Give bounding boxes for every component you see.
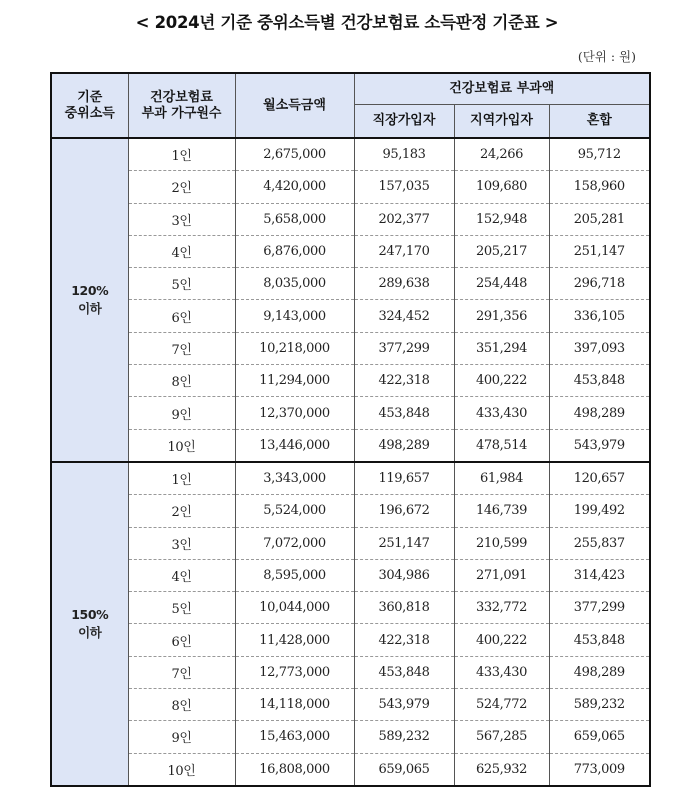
- group-label-line: 120%: [71, 282, 109, 298]
- monthly-income-cell: 14,118,000: [235, 689, 354, 721]
- group-label-line: 150%: [71, 606, 109, 622]
- household-size-cell: 10인: [128, 753, 235, 786]
- employee-premium-cell: 324,452: [354, 300, 454, 332]
- table-row: [51, 624, 650, 656]
- regional-premium-cell: 254,448: [454, 268, 549, 300]
- household-size-cell: 8인: [128, 689, 235, 721]
- monthly-income-cell: 5,524,000: [235, 495, 354, 527]
- monthly-income-cell: 9,143,000: [235, 300, 354, 332]
- table-row: [51, 689, 650, 721]
- monthly-income-cell: 15,463,000: [235, 721, 354, 753]
- table-row: [51, 429, 650, 462]
- table-row: [51, 753, 650, 786]
- regional-premium-cell: 61,984: [454, 462, 549, 495]
- page-title: < 2024년 기준 중위소득별 건강보험료 소득판정 기준표 >: [135, 13, 559, 32]
- employee-premium-cell: 422,318: [354, 624, 454, 656]
- header-median-income: [51, 73, 128, 138]
- mixed-premium-cell: 498,289: [549, 397, 650, 429]
- regional-premium-cell: 152,948: [454, 203, 549, 235]
- mixed-premium-cell: 158,960: [549, 171, 650, 203]
- table-row: [51, 527, 650, 559]
- employee-premium-cell: 157,035: [354, 171, 454, 203]
- mixed-premium-cell: 95,712: [549, 138, 650, 171]
- household-size-cell: 9인: [128, 397, 235, 429]
- table-row: [51, 235, 650, 267]
- group-label: [51, 462, 128, 786]
- employee-premium-cell: 543,979: [354, 689, 454, 721]
- monthly-income-cell: 11,294,000: [235, 365, 354, 397]
- header-household-size-line2: 부과 가구원수: [141, 105, 222, 121]
- monthly-income-cell: 11,428,000: [235, 624, 354, 656]
- household-size-cell: 1인: [128, 462, 235, 495]
- employee-premium-cell: 377,299: [354, 332, 454, 364]
- household-size-cell: 7인: [128, 656, 235, 688]
- household-size-cell: 7인: [128, 332, 235, 364]
- table-row: [51, 397, 650, 429]
- employee-premium-cell: 659,065: [354, 753, 454, 786]
- household-size-cell: 4인: [128, 559, 235, 591]
- table-row: [51, 332, 650, 364]
- employee-premium-cell: 422,318: [354, 365, 454, 397]
- monthly-income-cell: 7,072,000: [235, 527, 354, 559]
- mixed-premium-cell: 453,848: [549, 624, 650, 656]
- monthly-income-cell: 5,658,000: [235, 203, 354, 235]
- household-size-cell: 4인: [128, 235, 235, 267]
- mixed-premium-cell: 397,093: [549, 332, 650, 364]
- employee-premium-cell: 589,232: [354, 721, 454, 753]
- table-row: [51, 559, 650, 591]
- regional-premium-cell: 524,772: [454, 689, 549, 721]
- monthly-income-cell: 2,675,000: [235, 138, 354, 171]
- table-row: [51, 462, 650, 495]
- header-household-size: [128, 73, 235, 138]
- mixed-premium-cell: 659,065: [549, 721, 650, 753]
- mixed-premium-cell: 199,492: [549, 495, 650, 527]
- header-premium-group: 건강보험료 부과액: [354, 73, 650, 105]
- header-mixed: 혼합: [549, 105, 650, 139]
- household-size-cell: 3인: [128, 203, 235, 235]
- employee-premium-cell: 196,672: [354, 495, 454, 527]
- household-size-cell: 10인: [128, 429, 235, 462]
- household-size-cell: 1인: [128, 138, 235, 171]
- employee-premium-cell: 453,848: [354, 656, 454, 688]
- monthly-income-cell: 8,595,000: [235, 559, 354, 591]
- regional-premium-cell: 24,266: [454, 138, 549, 171]
- mixed-premium-cell: 314,423: [549, 559, 650, 591]
- table-row: [51, 592, 650, 624]
- household-size-cell: 2인: [128, 171, 235, 203]
- employee-premium-cell: 247,170: [354, 235, 454, 267]
- employee-premium-cell: 202,377: [354, 203, 454, 235]
- employee-premium-cell: 119,657: [354, 462, 454, 495]
- table-row: [51, 138, 650, 171]
- household-size-cell: 6인: [128, 300, 235, 332]
- regional-premium-cell: 567,285: [454, 721, 549, 753]
- employee-premium-cell: 289,638: [354, 268, 454, 300]
- employee-premium-cell: 453,848: [354, 397, 454, 429]
- mixed-premium-cell: 255,837: [549, 527, 650, 559]
- regional-premium-cell: 433,430: [454, 656, 549, 688]
- header-median-income-line1: 기준: [77, 89, 103, 105]
- household-size-cell: 3인: [128, 527, 235, 559]
- monthly-income-cell: 10,044,000: [235, 592, 354, 624]
- regional-premium-cell: 625,932: [454, 753, 549, 786]
- table-row: [51, 268, 650, 300]
- regional-premium-cell: 351,294: [454, 332, 549, 364]
- monthly-income-cell: 10,218,000: [235, 332, 354, 364]
- employee-premium-cell: 304,986: [354, 559, 454, 591]
- table-row: [51, 495, 650, 527]
- income-criteria-table: [50, 72, 651, 787]
- employee-premium-cell: 95,183: [354, 138, 454, 171]
- monthly-income-cell: 8,035,000: [235, 268, 354, 300]
- table-row: [51, 300, 650, 332]
- table-body: [51, 138, 650, 786]
- household-size-cell: 8인: [128, 365, 235, 397]
- regional-premium-cell: 400,222: [454, 365, 549, 397]
- mixed-premium-cell: 120,657: [549, 462, 650, 495]
- employee-premium-cell: 251,147: [354, 527, 454, 559]
- mixed-premium-cell: 251,147: [549, 235, 650, 267]
- mixed-premium-cell: 296,718: [549, 268, 650, 300]
- group-label-line: 이하: [78, 300, 102, 316]
- mixed-premium-cell: 589,232: [549, 689, 650, 721]
- regional-premium-cell: 332,772: [454, 592, 549, 624]
- employee-premium-cell: 360,818: [354, 592, 454, 624]
- employee-premium-cell: 498,289: [354, 429, 454, 462]
- monthly-income-cell: 12,370,000: [235, 397, 354, 429]
- table-row: [51, 721, 650, 753]
- header-employee: 직장가입자: [354, 105, 454, 139]
- table-row: [51, 365, 650, 397]
- regional-premium-cell: 109,680: [454, 171, 549, 203]
- regional-premium-cell: 205,217: [454, 235, 549, 267]
- group-label-line: 이하: [78, 624, 102, 640]
- regional-premium-cell: 291,356: [454, 300, 549, 332]
- mixed-premium-cell: 377,299: [549, 592, 650, 624]
- regional-premium-cell: 271,091: [454, 559, 549, 591]
- table-row: [51, 203, 650, 235]
- header-monthly-income: 월소득금액: [235, 73, 354, 138]
- header-regional: 지역가입자: [454, 105, 549, 139]
- header-median-income-line2: 중위소득: [64, 105, 115, 121]
- household-size-cell: 5인: [128, 268, 235, 300]
- regional-premium-cell: 210,599: [454, 527, 549, 559]
- household-size-cell: 9인: [128, 721, 235, 753]
- monthly-income-cell: 16,808,000: [235, 753, 354, 786]
- mixed-premium-cell: 453,848: [549, 365, 650, 397]
- household-size-cell: 2인: [128, 495, 235, 527]
- header-household-size-line1: 건강보험료: [150, 89, 213, 105]
- regional-premium-cell: 478,514: [454, 429, 549, 462]
- table-row: [51, 656, 650, 688]
- regional-premium-cell: 433,430: [454, 397, 549, 429]
- mixed-premium-cell: 336,105: [549, 300, 650, 332]
- regional-premium-cell: 146,739: [454, 495, 549, 527]
- monthly-income-cell: 6,876,000: [235, 235, 354, 267]
- group-label: [51, 138, 128, 462]
- monthly-income-cell: 12,773,000: [235, 656, 354, 688]
- mixed-premium-cell: 543,979: [549, 429, 650, 462]
- household-size-cell: 5인: [128, 592, 235, 624]
- mixed-premium-cell: 205,281: [549, 203, 650, 235]
- table-row: [51, 171, 650, 203]
- household-size-cell: 6인: [128, 624, 235, 656]
- regional-premium-cell: 400,222: [454, 624, 549, 656]
- unit-label: (단위 : 원): [577, 49, 636, 64]
- monthly-income-cell: 4,420,000: [235, 171, 354, 203]
- monthly-income-cell: 13,446,000: [235, 429, 354, 462]
- monthly-income-cell: 3,343,000: [235, 462, 354, 495]
- mixed-premium-cell: 773,009: [549, 753, 650, 786]
- mixed-premium-cell: 498,289: [549, 656, 650, 688]
